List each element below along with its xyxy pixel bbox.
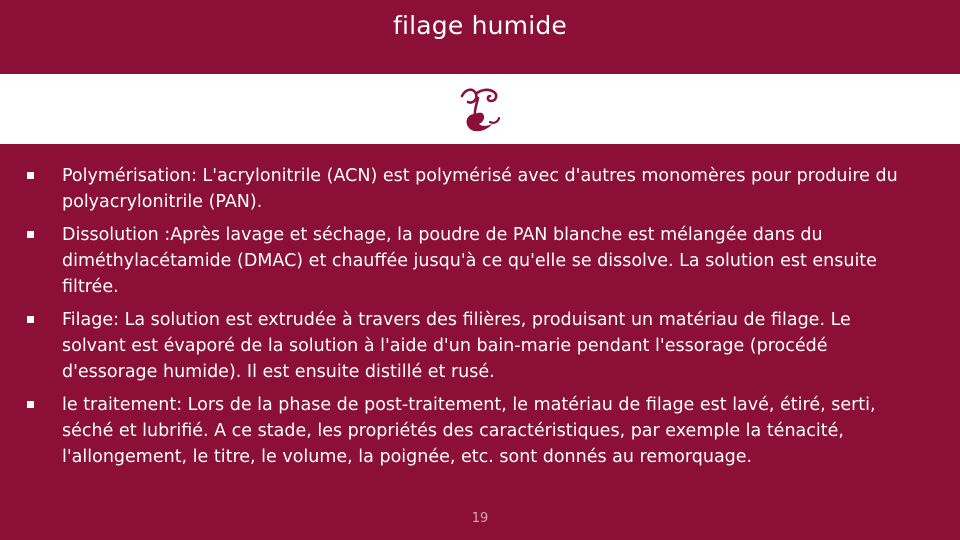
slide-title: filage humide [392, 11, 568, 40]
content-area [0, 163, 960, 503]
ornament-band [0, 74, 960, 144]
page-number: 19 [471, 511, 489, 526]
bullet-text: Dissolution :Après lavage et séchage, la poudre de PAN blanche est mélangée dans du diméthylacétamide (DMAC) et chauffée jusqu'à ce qu'elle se dissolve. La solution est ensuite filtrée. [62, 225, 877, 297]
bullet-list [0, 163, 960, 470]
title-band [0, 0, 960, 74]
bullet-item [24, 222, 960, 300]
bullet-text: Filage: La solution est extrudée à travers des filières, produisant un matériau de filage. Le solvant est évaporé de la solution à l'aide d'un bain-marie pendant l'essorage (procédé d'essorage humide). Il est ensuite distillé et rusé. [62, 310, 851, 382]
fleuron-ornament-icon [458, 84, 502, 134]
square-bullet-icon [27, 316, 34, 323]
square-bullet-icon [27, 401, 34, 408]
bullet-item [24, 307, 960, 385]
bullet-text: Polymérisation: L'acrylonitrile (ACN) est polymérisé avec d'autres monomères pour produire du polyacrylonitrile (PAN). [62, 166, 898, 212]
square-bullet-icon [27, 231, 34, 238]
bullet-item [24, 392, 960, 470]
square-bullet-icon [27, 172, 34, 179]
bullet-item [24, 163, 960, 215]
bullet-text: le traitement: Lors de la phase de post-traitement, le matériau de filage est lavé, étiré, serti, séché et lubrifié. A ce stade, les propriétés des caractéristiques, par exemple la ténacité, l'allongement, le titre, le volume, la poignée, etc. sont donnés au remorquage. [62, 395, 876, 467]
